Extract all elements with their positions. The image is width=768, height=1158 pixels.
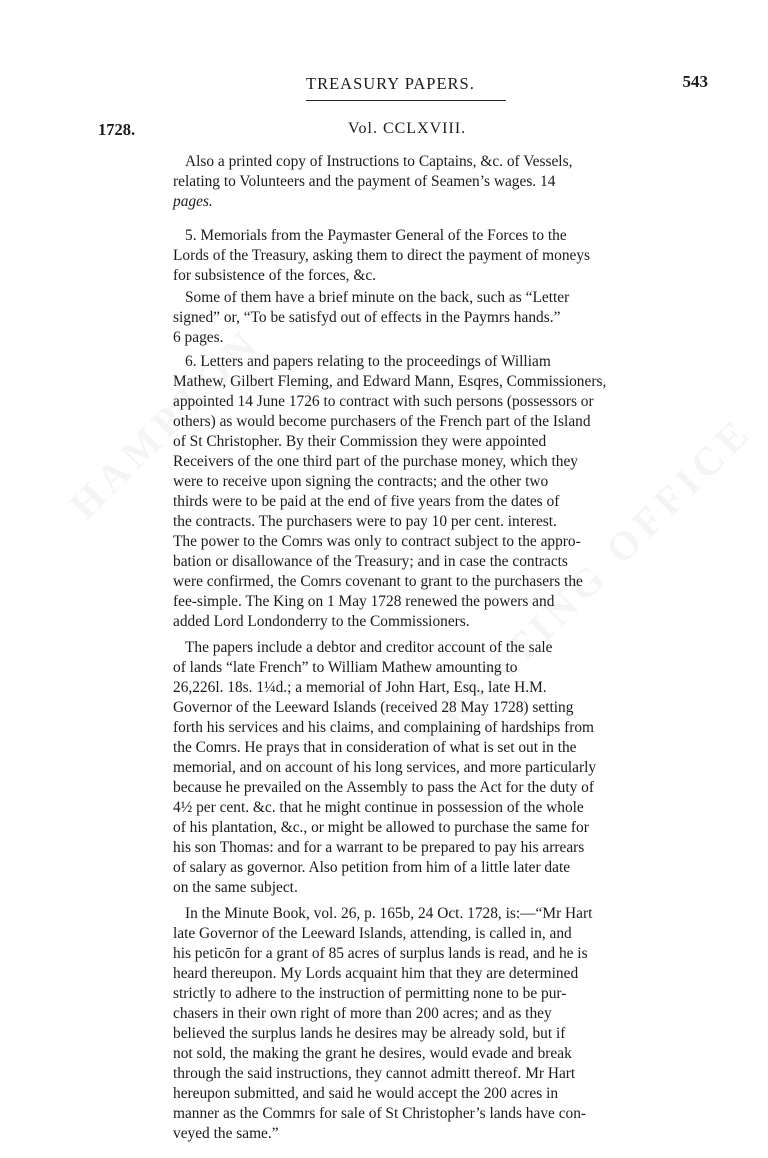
text-line: his peticōn for a grant of 85 acres of surplus lands is read, and he is bbox=[173, 945, 588, 962]
text-line: believed the surplus lands he desires may be already sold, but if bbox=[173, 1025, 566, 1042]
text-line: 6. Letters and papers relating to the proceedings of William bbox=[185, 353, 551, 370]
text-line: The power to the Comrs was only to contract subject to the appro- bbox=[173, 533, 581, 550]
paragraph-memorials bbox=[173, 226, 698, 286]
text-line: appointed 14 June 1726 to contract with such persons (possessors or bbox=[173, 393, 594, 410]
text-line: not sold, the making the grant he desires, would evade and break bbox=[173, 1045, 572, 1062]
paragraph-accounts bbox=[173, 638, 698, 898]
text-line: pages. bbox=[173, 193, 213, 210]
text-line: because he prevailed on the Assembly to pass the Act for the duty of bbox=[173, 779, 594, 796]
text-line: others) as would become purchasers of the French part of the Island bbox=[173, 413, 591, 430]
text-line: were to receive upon signing the contracts; and the other two bbox=[173, 473, 549, 490]
paragraph-letters bbox=[173, 352, 698, 632]
text-line: memorial, and on account of his long services, and more particularly bbox=[173, 759, 597, 776]
text-line: on the same subject. bbox=[173, 879, 298, 896]
text-line: In the Minute Book, vol. 26, p. 165b, 24 Oct. 1728, is:—“Mr Hart bbox=[185, 905, 593, 922]
text-line: 5. Memorials from the Paymaster General of the Forces to the bbox=[185, 227, 567, 244]
text-line: Some of them have a brief minute on the back, such as “Letter bbox=[185, 289, 570, 306]
text-line: Mathew, Gilbert Fleming, and Edward Mann, Esqres, Commissioners, bbox=[173, 373, 607, 390]
text-line: strictly to adhere to the instruction of permitting none to be pur- bbox=[173, 985, 567, 1002]
text-line: through the said instructions, they cannot admitt thereof. Mr Hart bbox=[173, 1065, 576, 1082]
text-line: added Lord Londonderry to the Commissioners. bbox=[173, 613, 470, 630]
text-line: were confirmed, the Comrs covenant to grant to the purchasers the bbox=[173, 573, 583, 590]
text-line: the Comrs. He prays that in consideration of what is set out in the bbox=[173, 739, 577, 756]
text-line: the contracts. The purchasers were to pay 10 per cent. interest. bbox=[173, 513, 557, 530]
text-line: bation or disallowance of the Treasury; and in case the contracts bbox=[173, 553, 568, 570]
text-line: Also a printed copy of Instructions to Captains, &c. of Vessels, bbox=[185, 153, 573, 170]
text-line: heard thereupon. My Lords acquaint him that they are determined bbox=[173, 965, 579, 982]
text-line: manner as the Commrs for sale of St Christopher’s lands have con- bbox=[173, 1105, 587, 1122]
running-head: TREASURY PAPERS. bbox=[306, 74, 475, 93]
text-line: forth his services and his claims, and complaining of hardships from bbox=[173, 719, 595, 736]
text-line: Receivers of the one third part of the purchase money, which they bbox=[173, 453, 579, 470]
paragraph-minute-book bbox=[173, 904, 698, 1144]
text-line: veyed the same.” bbox=[173, 1125, 279, 1142]
text-line: Lords of the Treasury, asking them to direct the payment of moneys bbox=[173, 247, 591, 264]
text-line: of lands “late French” to William Mathew amounting to bbox=[173, 659, 518, 676]
text-line: thirds were to be paid at the end of five years from the dates of bbox=[173, 493, 560, 510]
text-line: signed” or, “To be satisfyd out of effects in the Paymrs hands.” bbox=[173, 309, 561, 326]
text-line: fee-simple. The King on 1 May 1728 renewed the powers and bbox=[173, 593, 555, 610]
text-line: 6 pages. bbox=[173, 329, 224, 346]
text-line: of salary as governor. Also petition from him of a little later date bbox=[173, 859, 571, 876]
text-line: Governor of the Leeward Islands (received 28 May 1728) setting bbox=[173, 699, 574, 716]
text-line: his son Thomas: and for a warrant to be prepared to pay his arrears bbox=[173, 839, 585, 856]
text-line: 4½ per cent. &c. that he might continue in possession of the whole bbox=[173, 799, 584, 816]
text-line: of St Christopher. By their Commission they were appointed bbox=[173, 433, 547, 450]
volume-heading: Vol. CCLXVIII. bbox=[348, 120, 467, 137]
text-line: 26,226l. 18s. 1¼d.; a memorial of John Hart, Esq., late H.M. bbox=[173, 679, 547, 696]
text-line: for subsistence of the forces, &c. bbox=[173, 267, 377, 284]
text-line: The papers include a debtor and creditor account of the sale bbox=[185, 639, 553, 656]
page-number: 543 bbox=[682, 72, 708, 91]
header-rule bbox=[306, 100, 506, 101]
year-margin: 1728. bbox=[98, 120, 136, 139]
text-line: chasers in their own right of more than 200 acres; and as they bbox=[173, 1005, 552, 1022]
paragraph-instructions bbox=[173, 152, 698, 212]
text-line: hereupon submitted, and said he would accept the 200 acres in bbox=[173, 1085, 559, 1102]
text-line: relating to Volunteers and the payment of Seamen’s wages. 14 bbox=[173, 173, 556, 190]
text-line: of his plantation, &c., or might be allowed to purchase the same for bbox=[173, 819, 589, 836]
text-line: late Governor of the Leeward Islands, attending, is called in, and bbox=[173, 925, 572, 942]
paragraph-minutes bbox=[173, 288, 698, 348]
